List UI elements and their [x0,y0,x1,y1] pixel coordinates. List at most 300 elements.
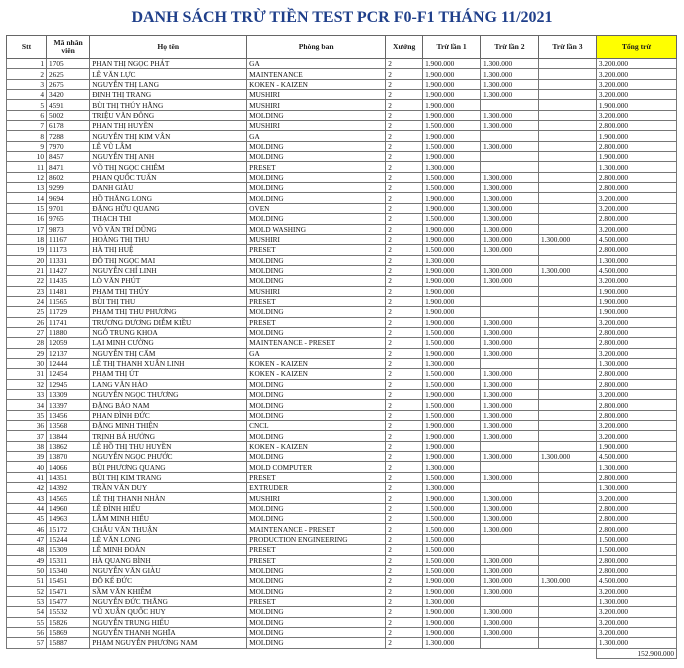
cell-total[interactable]: 1.900.000 [596,100,676,110]
cell-total[interactable]: 2.800.000 [596,214,676,224]
cell-emp-id[interactable]: 15311 [47,555,90,565]
cell-deduction-3[interactable] [538,410,596,420]
cell-deduction-3[interactable] [538,369,596,379]
cell-dept[interactable]: MOLDING [247,638,386,648]
cell-emp-id[interactable]: 13456 [47,410,90,420]
cell-deduction-1[interactable]: 1.900.000 [423,390,481,400]
cell-deduction-2[interactable] [481,596,539,606]
cell-dept[interactable]: MUSHIRI [247,100,386,110]
cell-factory[interactable]: 2 [386,79,423,89]
cell-deduction-3[interactable] [538,90,596,100]
cell-emp-id[interactable]: 15887 [47,638,90,648]
cell-deduction-3[interactable] [538,317,596,327]
cell-factory[interactable]: 2 [386,369,423,379]
cell-deduction-3[interactable] [538,59,596,69]
cell-dept[interactable]: MOLDING [247,379,386,389]
cell-deduction-2[interactable]: 1.300.000 [481,586,539,596]
cell-deduction-3[interactable] [538,379,596,389]
cell-total[interactable]: 4.500.000 [596,234,676,244]
cell-factory[interactable]: 2 [386,193,423,203]
cell-deduction-3[interactable] [538,152,596,162]
cell-name[interactable]: LÊ VŨ LÂM [90,141,247,151]
cell-deduction-3[interactable] [538,79,596,89]
cell-deduction-1[interactable]: 1.500.000 [423,183,481,193]
cell-name[interactable]: PHẠM THỊ ÚT [90,369,247,379]
cell-dept[interactable]: MOLDING [247,410,386,420]
cell-stt[interactable]: 9 [7,141,47,151]
cell-deduction-1[interactable]: 1.900.000 [423,431,481,441]
cell-deduction-2[interactable] [481,286,539,296]
cell-name[interactable]: BÙI THỊ THU [90,296,247,306]
cell-deduction-1[interactable]: 1.900.000 [423,265,481,275]
cell-deduction-1[interactable]: 1.900.000 [423,607,481,617]
cell-factory[interactable]: 2 [386,141,423,151]
cell-total[interactable]: 3.200.000 [596,617,676,627]
cell-emp-id[interactable]: 9873 [47,224,90,234]
cell-deduction-2[interactable] [481,545,539,555]
cell-stt[interactable]: 45 [7,514,47,524]
cell-stt[interactable]: 57 [7,638,47,648]
cell-emp-id[interactable]: 12454 [47,369,90,379]
cell-deduction-3[interactable] [538,627,596,637]
cell-factory[interactable]: 2 [386,358,423,368]
cell-deduction-1[interactable]: 1.900.000 [423,90,481,100]
cell-emp-id[interactable]: 14066 [47,462,90,472]
cell-name[interactable]: ĐỖ KẾ ĐỨC [90,576,247,586]
cell-name[interactable]: PHAN QUỐC TUẤN [90,172,247,182]
cell-deduction-3[interactable] [538,358,596,368]
cell-factory[interactable]: 2 [386,307,423,317]
cell-total[interactable]: 3.200.000 [596,90,676,100]
cell-factory[interactable]: 2 [386,514,423,524]
cell-name[interactable]: LÊ VĂN LONG [90,534,247,544]
cell-name[interactable]: TRỊNH BÁ HƯỞNG [90,431,247,441]
cell-deduction-1[interactable]: 1.500.000 [423,141,481,151]
cell-total[interactable]: 1.900.000 [596,296,676,306]
cell-name[interactable]: VÕ THỊ NGỌC CHIÊM [90,162,247,172]
cell-emp-id[interactable]: 15477 [47,596,90,606]
cell-factory[interactable]: 2 [386,296,423,306]
cell-deduction-3[interactable] [538,493,596,503]
cell-stt[interactable]: 53 [7,596,47,606]
cell-deduction-2[interactable]: 1.300.000 [481,214,539,224]
cell-dept[interactable]: KOKEN - KAIZEN [247,358,386,368]
cell-deduction-2[interactable]: 1.300.000 [481,627,539,637]
cell-dept[interactable]: KOKEN - KAIZEN [247,369,386,379]
cell-total[interactable]: 3.200.000 [596,79,676,89]
cell-emp-id[interactable]: 11880 [47,327,90,337]
cell-dept[interactable]: MOLD COMPUTER [247,462,386,472]
cell-name[interactable]: BÙI PHƯƠNG QUANG [90,462,247,472]
cell-emp-id[interactable]: 3420 [47,90,90,100]
cell-deduction-3[interactable] [538,431,596,441]
cell-dept[interactable]: MOLDING [247,586,386,596]
cell-factory[interactable]: 2 [386,276,423,286]
cell-deduction-2[interactable]: 1.300.000 [481,141,539,151]
cell-emp-id[interactable]: 7970 [47,141,90,151]
cell-deduction-2[interactable]: 1.300.000 [481,503,539,513]
cell-dept[interactable]: KOKEN - KAIZEN [247,79,386,89]
cell-dept[interactable]: PRESET [247,555,386,565]
cell-stt[interactable]: 35 [7,410,47,420]
cell-name[interactable]: HÀ THỊ HUỆ [90,245,247,255]
cell-deduction-1[interactable]: 1.900.000 [423,441,481,451]
cell-deduction-1[interactable]: 1.300.000 [423,483,481,493]
cell-emp-id[interactable]: 11481 [47,286,90,296]
cell-deduction-2[interactable]: 1.300.000 [481,452,539,462]
cell-emp-id[interactable]: 11173 [47,245,90,255]
cell-factory[interactable]: 2 [386,472,423,482]
cell-deduction-3[interactable] [538,390,596,400]
cell-deduction-2[interactable] [481,100,539,110]
cell-dept[interactable]: PRESET [247,545,386,555]
cell-total[interactable]: 3.200.000 [596,69,676,79]
cell-total[interactable]: 1.900.000 [596,307,676,317]
cell-stt[interactable]: 22 [7,276,47,286]
cell-total[interactable]: 1.300.000 [596,483,676,493]
cell-emp-id[interactable]: 7288 [47,131,90,141]
cell-stt[interactable]: 32 [7,379,47,389]
cell-deduction-1[interactable]: 1.500.000 [423,524,481,534]
cell-deduction-3[interactable] [538,193,596,203]
cell-deduction-1[interactable]: 1.900.000 [423,59,481,69]
cell-stt[interactable]: 37 [7,431,47,441]
cell-deduction-2[interactable]: 1.300.000 [481,410,539,420]
cell-total[interactable]: 3.200.000 [596,276,676,286]
cell-emp-id[interactable]: 8602 [47,172,90,182]
cell-deduction-3[interactable] [538,338,596,348]
cell-factory[interactable]: 2 [386,493,423,503]
cell-name[interactable]: HOÀNG THỊ THU [90,234,247,244]
cell-name[interactable]: PHẠM THỊ THÚY [90,286,247,296]
cell-emp-id[interactable]: 8457 [47,152,90,162]
cell-stt[interactable]: 47 [7,534,47,544]
cell-deduction-2[interactable]: 1.300.000 [481,203,539,213]
cell-stt[interactable]: 27 [7,327,47,337]
cell-deduction-1[interactable]: 1.500.000 [423,400,481,410]
cell-factory[interactable]: 2 [386,245,423,255]
cell-total[interactable]: 4.500.000 [596,452,676,462]
col-header-emp-id[interactable]: Mã nhân viên [47,36,90,59]
cell-total[interactable]: 3.200.000 [596,224,676,234]
cell-deduction-3[interactable]: 1.300.000 [538,576,596,586]
cell-total[interactable]: 2.800.000 [596,379,676,389]
cell-factory[interactable]: 2 [386,379,423,389]
cell-factory[interactable]: 2 [386,452,423,462]
cell-deduction-1[interactable]: 1.500.000 [423,472,481,482]
cell-stt[interactable]: 48 [7,545,47,555]
cell-name[interactable]: PHAN THỊ NGỌC PHÁT [90,59,247,69]
cell-stt[interactable]: 56 [7,627,47,637]
cell-deduction-2[interactable] [481,534,539,544]
cell-total[interactable]: 3.200.000 [596,493,676,503]
cell-factory[interactable]: 2 [386,327,423,337]
cell-emp-id[interactable]: 13309 [47,390,90,400]
cell-total[interactable]: 1.900.000 [596,441,676,451]
cell-deduction-3[interactable] [538,555,596,565]
cell-stt[interactable]: 21 [7,265,47,275]
cell-deduction-1[interactable]: 1.500.000 [423,327,481,337]
cell-emp-id[interactable]: 4591 [47,100,90,110]
cell-name[interactable]: TRƯƠNG DƯƠNG DIỄM KIỀU [90,317,247,327]
cell-factory[interactable]: 2 [386,410,423,420]
cell-deduction-3[interactable] [538,421,596,431]
cell-dept[interactable]: MOLDING [247,565,386,575]
cell-emp-id[interactable]: 14565 [47,493,90,503]
cell-total[interactable]: 2.800.000 [596,245,676,255]
cell-deduction-1[interactable]: 1.300.000 [423,358,481,368]
cell-deduction-3[interactable] [538,607,596,617]
cell-stt[interactable]: 26 [7,317,47,327]
cell-emp-id[interactable]: 11741 [47,317,90,327]
cell-stt[interactable]: 51 [7,576,47,586]
cell-total[interactable]: 4.500.000 [596,576,676,586]
cell-dept[interactable]: MOLDING [247,214,386,224]
cell-name[interactable]: PHAN ĐÌNH ĐỨC [90,410,247,420]
cell-stt[interactable]: 20 [7,255,47,265]
cell-deduction-2[interactable]: 1.300.000 [481,576,539,586]
cell-total[interactable]: 4.500.000 [596,265,676,275]
cell-factory[interactable]: 2 [386,617,423,627]
cell-deduction-1[interactable]: 1.900.000 [423,152,481,162]
cell-stt[interactable]: 30 [7,358,47,368]
cell-deduction-3[interactable] [538,545,596,555]
cell-name[interactable]: LANG VĂN HẢO [90,379,247,389]
cell-dept[interactable]: MOLDING [247,607,386,617]
cell-stt[interactable]: 5 [7,100,47,110]
cell-factory[interactable]: 2 [386,131,423,141]
cell-factory[interactable]: 2 [386,607,423,617]
cell-dept[interactable]: MOLDING [247,390,386,400]
cell-dept[interactable]: PRESET [247,296,386,306]
cell-dept[interactable]: PRESET [247,317,386,327]
cell-deduction-1[interactable]: 1.500.000 [423,555,481,565]
cell-deduction-2[interactable]: 1.300.000 [481,493,539,503]
cell-factory[interactable]: 2 [386,255,423,265]
cell-name[interactable]: ĐẶNG BẢO NAM [90,400,247,410]
cell-factory[interactable]: 2 [386,100,423,110]
cell-dept[interactable]: MOLDING [247,307,386,317]
cell-factory[interactable]: 2 [386,90,423,100]
cell-emp-id[interactable]: 13870 [47,452,90,462]
cell-dept[interactable]: MOLDING [247,265,386,275]
cell-stt[interactable]: 49 [7,555,47,565]
cell-stt[interactable]: 24 [7,296,47,306]
cell-factory[interactable]: 2 [386,172,423,182]
cell-deduction-2[interactable] [481,483,539,493]
cell-total[interactable]: 2.800.000 [596,514,676,524]
cell-deduction-3[interactable] [538,183,596,193]
cell-stt[interactable]: 41 [7,472,47,482]
cell-deduction-1[interactable]: 1.900.000 [423,276,481,286]
cell-name[interactable]: LÂM MINH HIẾU [90,514,247,524]
cell-name[interactable]: ĐỖ THỊ NGỌC MAI [90,255,247,265]
cell-emp-id[interactable]: 9299 [47,183,90,193]
cell-deduction-3[interactable]: 1.300.000 [538,265,596,275]
cell-deduction-2[interactable]: 1.300.000 [481,338,539,348]
cell-stt[interactable]: 11 [7,162,47,172]
cell-factory[interactable]: 2 [386,400,423,410]
cell-dept[interactable]: MOLDING [247,576,386,586]
cell-dept[interactable]: MOLDING [247,152,386,162]
cell-factory[interactable]: 2 [386,627,423,637]
cell-factory[interactable]: 2 [386,421,423,431]
cell-deduction-3[interactable] [538,69,596,79]
cell-factory[interactable]: 2 [386,534,423,544]
cell-emp-id[interactable]: 5002 [47,110,90,120]
cell-stt[interactable]: 54 [7,607,47,617]
cell-dept[interactable]: MOLDING [247,327,386,337]
cell-deduction-3[interactable] [538,596,596,606]
cell-dept[interactable]: CNCL [247,421,386,431]
cell-factory[interactable]: 2 [386,462,423,472]
cell-dept[interactable]: MOLDING [247,627,386,637]
cell-deduction-2[interactable] [481,255,539,265]
cell-stt[interactable]: 52 [7,586,47,596]
cell-deduction-1[interactable]: 1.900.000 [423,193,481,203]
cell-deduction-2[interactable] [481,296,539,306]
cell-factory[interactable]: 2 [386,224,423,234]
cell-dept[interactable]: PRESET [247,245,386,255]
cell-deduction-3[interactable] [538,514,596,524]
cell-name[interactable]: THẠCH THI [90,214,247,224]
cell-deduction-3[interactable] [538,110,596,120]
cell-emp-id[interactable]: 12137 [47,348,90,358]
col-header-total[interactable]: Tổng trừ [596,36,676,59]
cell-deduction-2[interactable] [481,462,539,472]
cell-name[interactable]: NGUYỄN THỊ KIM VÂN [90,131,247,141]
cell-stt[interactable]: 6 [7,110,47,120]
cell-name[interactable]: LÊ THỊ THANH NHÀN [90,493,247,503]
cell-dept[interactable]: MUSHIRI [247,493,386,503]
cell-emp-id[interactable]: 14963 [47,514,90,524]
cell-stt[interactable]: 31 [7,369,47,379]
cell-factory[interactable]: 2 [386,203,423,213]
cell-factory[interactable]: 2 [386,390,423,400]
cell-dept[interactable]: PRESET [247,162,386,172]
cell-factory[interactable]: 2 [386,59,423,69]
cell-total[interactable]: 1.300.000 [596,462,676,472]
cell-deduction-2[interactable]: 1.300.000 [481,59,539,69]
cell-factory[interactable]: 2 [386,524,423,534]
cell-deduction-1[interactable]: 1.500.000 [423,379,481,389]
cell-name[interactable]: SẦM VĂN KHIÊM [90,586,247,596]
cell-stt[interactable]: 17 [7,224,47,234]
cell-total[interactable]: 1.300.000 [596,638,676,648]
cell-deduction-2[interactable] [481,162,539,172]
cell-deduction-2[interactable]: 1.300.000 [481,607,539,617]
cell-name[interactable]: NGUYỄN TRUNG HIẾU [90,617,247,627]
cell-deduction-2[interactable]: 1.300.000 [481,348,539,358]
cell-stt[interactable]: 10 [7,152,47,162]
cell-emp-id[interactable]: 11331 [47,255,90,265]
cell-factory[interactable]: 2 [386,555,423,565]
cell-name[interactable]: ĐINH THỊ TRANG [90,90,247,100]
cell-dept[interactable]: MOLDING [247,110,386,120]
cell-emp-id[interactable]: 13844 [47,431,90,441]
cell-deduction-1[interactable]: 1.900.000 [423,203,481,213]
cell-deduction-3[interactable] [538,483,596,493]
cell-dept[interactable]: MUSHIRI [247,90,386,100]
cell-deduction-1[interactable]: 1.900.000 [423,110,481,120]
cell-stt[interactable]: 38 [7,441,47,451]
cell-name[interactable]: LÊ VĂN LỰC [90,69,247,79]
cell-total[interactable]: 2.800.000 [596,400,676,410]
cell-dept[interactable]: MOLDING [247,141,386,151]
cell-total[interactable]: 2.800.000 [596,565,676,575]
cell-total[interactable]: 2.800.000 [596,555,676,565]
cell-deduction-3[interactable] [538,203,596,213]
cell-stt[interactable]: 50 [7,565,47,575]
cell-total[interactable]: 1.300.000 [596,255,676,265]
cell-name[interactable]: NGUYỄN THỊ CẨM [90,348,247,358]
cell-deduction-3[interactable] [538,462,596,472]
cell-deduction-3[interactable] [538,327,596,337]
cell-name[interactable]: TRIỆU VĂN ĐÔNG [90,110,247,120]
cell-emp-id[interactable]: 14351 [47,472,90,482]
cell-deduction-3[interactable] [538,638,596,648]
cell-deduction-3[interactable] [538,214,596,224]
cell-deduction-3[interactable] [538,586,596,596]
cell-deduction-1[interactable]: 1.500.000 [423,214,481,224]
cell-name[interactable]: VÕ VĂN TRÍ DŨNG [90,224,247,234]
cell-total[interactable]: 2.800.000 [596,472,676,482]
cell-name[interactable]: NGUYỄN THANH NGHĨA [90,627,247,637]
cell-name[interactable]: LÒ VĂN PHÚT [90,276,247,286]
cell-factory[interactable]: 2 [386,162,423,172]
cell-deduction-2[interactable]: 1.300.000 [481,110,539,120]
cell-name[interactable]: TRẦN VĂN DUY [90,483,247,493]
cell-stt[interactable]: 36 [7,421,47,431]
cell-total[interactable]: 3.200.000 [596,59,676,69]
cell-factory[interactable]: 2 [386,483,423,493]
cell-deduction-2[interactable]: 1.300.000 [481,617,539,627]
cell-deduction-2[interactable] [481,307,539,317]
cell-total[interactable]: 3.200.000 [596,421,676,431]
cell-stt[interactable]: 16 [7,214,47,224]
cell-total[interactable]: 2.800.000 [596,172,676,182]
cell-deduction-3[interactable] [538,348,596,358]
col-header-name[interactable]: Họ tên [90,36,247,59]
cell-name[interactable]: LÊ MINH ĐOÀN [90,545,247,555]
cell-stt[interactable]: 33 [7,390,47,400]
cell-factory[interactable]: 2 [386,234,423,244]
cell-dept[interactable]: EXTRUDER [247,483,386,493]
cell-deduction-2[interactable]: 1.300.000 [481,121,539,131]
cell-name[interactable]: VŨ XUÂN QUỐC HUY [90,607,247,617]
cell-emp-id[interactable]: 15309 [47,545,90,555]
cell-deduction-1[interactable]: 1.900.000 [423,317,481,327]
cell-deduction-1[interactable]: 1.900.000 [423,586,481,596]
cell-stt[interactable]: 55 [7,617,47,627]
cell-name[interactable]: LÊ HỒ THỊ THU HUYỀN [90,441,247,451]
cell-deduction-2[interactable]: 1.300.000 [481,421,539,431]
cell-name[interactable]: NGUYỄN THỊ ANH [90,152,247,162]
cell-deduction-1[interactable]: 1.300.000 [423,638,481,648]
cell-emp-id[interactable]: 15340 [47,565,90,575]
cell-deduction-2[interactable]: 1.300.000 [481,369,539,379]
cell-deduction-1[interactable]: 1.500.000 [423,245,481,255]
cell-name[interactable]: NGUYỄN NGỌC THƯƠNG [90,390,247,400]
cell-factory[interactable]: 2 [386,183,423,193]
cell-stt[interactable]: 8 [7,131,47,141]
cell-factory[interactable]: 2 [386,638,423,648]
cell-emp-id[interactable]: 11427 [47,265,90,275]
cell-total[interactable]: 2.800.000 [596,524,676,534]
cell-deduction-3[interactable]: 1.300.000 [538,452,596,462]
cell-deduction-1[interactable]: 1.900.000 [423,617,481,627]
cell-deduction-1[interactable]: 1.300.000 [423,462,481,472]
